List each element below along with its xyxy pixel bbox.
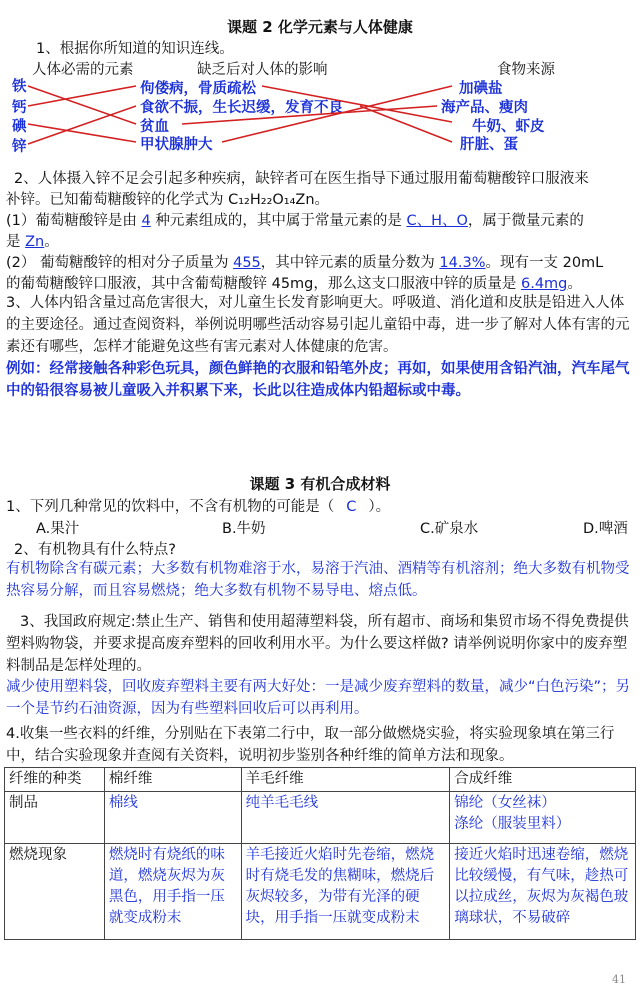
effect-appetite: 食欲不振，生长迟缓，发育不良 — [140, 100, 343, 116]
header-effect: 缺乏后对人体的影响 — [197, 62, 328, 78]
q2b-molecular-mass: 455 — [233, 255, 261, 271]
element-zn: 锌 — [12, 139, 27, 155]
q2a-major-elements: C、H、O — [406, 213, 468, 229]
s2-q1 — [6, 496, 390, 518]
q2-line2: 补锌。已知葡萄糖酸锌的化学式为 C₁₂H₂₂O₁₄Zn。 — [6, 192, 330, 208]
q3-answer: 例如：经常接触各种彩色玩具，颜色鲜艳的衣服和铅笔外皮；再如，如果使用含铅汽油，汽车尾气中的铅很容易被儿童吸入并积累下来，长此以往造成体内铅超标或中毒。 — [6, 361, 630, 399]
effect-anemia: 贫血 — [140, 119, 169, 135]
s2-q3: 3、我国政府规定:禁止生产、销售和使用超薄塑料袋，所有超市、商场和集贸市场不得免费提供塑料购物袋，并要求提高废弃塑料的回收利用水平。为什么要这样做? 请举例说明你家中的废弃塑料制品是怎样处理的。 — [6, 614, 629, 674]
element-fe: 铁 — [12, 79, 27, 95]
table-cell: 接近火焰时迅速卷缩，燃烧比较缓慢，有气味，趁热可以拉成丝，灰烬为灰褐色玻璃球状，不易破碎 — [450, 844, 636, 940]
q2b-post: 。现有一支 20mL — [485, 255, 604, 271]
q2a-pre: (1）葡萄糖酸锌是由 — [6, 213, 142, 229]
line-i-goiter — [28, 124, 136, 142]
header-food: 食物来源 — [497, 62, 555, 78]
table-row — [5, 844, 636, 940]
q2a-mid: 种元素组成的，其中属于常量元素的是 — [150, 213, 407, 229]
s2-q1-end: ）。 — [368, 499, 391, 515]
option-a: A.果汁 — [36, 521, 80, 537]
q2b-zinc-mass: 6.4mg — [521, 276, 568, 292]
table-cell: 锦纶（女丝袜） 涤纶（服装里料） — [450, 792, 636, 844]
option-c: C.矿泉水 — [420, 521, 479, 537]
section2-title: 课题 3 有机合成材料 — [249, 475, 391, 493]
q2b-pre: (2） 葡萄糖酸锌的相对分子质量为 — [6, 255, 234, 271]
line-appetite-liver — [360, 106, 452, 142]
q2a-line — [6, 210, 584, 232]
effect-goiter: 甲状腺肿大 — [140, 137, 213, 153]
q2b-mid: ，其中锌元素的质量分数为 — [260, 255, 440, 271]
fiber-table — [4, 767, 636, 940]
matching-lines — [0, 0, 640, 170]
header-element: 人体必需的元素 — [32, 62, 134, 78]
food-seafood: 海产品、瘦肉 — [441, 100, 528, 116]
element-i: 碘 — [12, 119, 27, 135]
s2-q3-answer: 减少使用塑料袋，回收废弃塑料主要有两大好处：一是减少废弃塑料的数量，减少“白色污染”；另一个是节约石油资源，因为有些塑料回收后可以再利用。 — [6, 679, 631, 717]
table-cell: 羊毛接近火焰时先卷缩，燃烧时有烧毛发的焦糊味，燃烧后灰烬较多，为带有光泽的硬块，用手指一压就变成粉末 — [241, 844, 450, 940]
line-fe-anemia — [28, 86, 136, 124]
page-number: 41 — [612, 973, 626, 986]
line-ca-rickets — [28, 86, 136, 106]
q2a-trace-element: Zn — [25, 234, 45, 250]
table-header: 棉纤维 — [104, 768, 241, 792]
table-row-label: 燃烧现象 — [5, 844, 105, 940]
option-b: B.牛奶 — [222, 521, 266, 537]
option-d: D.啤酒 — [583, 521, 628, 537]
s2-q4: 4.收集一些衣料的纤维，分别贴在下表第二行中，取一部分做燃烧实验，将实验现象填在第三行中，结合实验现象并查阅有关资料，说明初步鉴别各种纤维的简单方法和现象。 — [6, 726, 615, 764]
table-cell: 棉线 — [104, 792, 241, 844]
q2b-end: 。 — [567, 276, 582, 292]
q2b-line — [6, 252, 603, 274]
table-cell: 纯羊毛毛线 — [241, 792, 450, 844]
section1-title: 课题 2 化学元素与人体健康 — [227, 18, 413, 36]
table-header: 纤维的种类 — [5, 768, 105, 792]
table-header-row — [5, 768, 636, 792]
s2-q1-text: 1、下列几种常见的饮料中，不含有机物的可能是（ — [6, 499, 335, 515]
food-salt: 加碘盐 — [459, 81, 503, 97]
food-milk: 牛奶、虾皮 — [472, 119, 545, 135]
s2-q1-answer: C — [346, 499, 357, 515]
element-ca: 钙 — [12, 100, 27, 116]
q2a-pre2: 是 — [6, 234, 26, 250]
q3-prompt: 3、人体内铅含量过高危害很大，对儿童生长发育影响更大。呼吸道、消化道和皮肤是铅进入人体的主要途径。通过查阅资料，举例说明哪些活动容易引起儿童铅中毒，进一步了解对人体有害的元素还有哪些，怎样才能避免这些有害元素对人体健康的危害。 — [6, 295, 630, 355]
table-row-label: 制品 — [5, 792, 105, 844]
s2-q2-answer: 有机物除含有碳元素；大多数有机物难溶于水，易溶于汽油、酒精等有机溶剂；绝大多数有机物受热容易分解，而且容易燃烧；绝大多数有机物不易导电、熔点低。 — [6, 561, 630, 599]
line-zn-appetite — [28, 106, 136, 144]
q2a-line2 — [6, 231, 59, 253]
q2a-element-count: 4 — [141, 213, 151, 229]
food-liver: 肝脏、蛋 — [460, 137, 518, 153]
table-row — [5, 792, 636, 844]
q2a-post: ，属于微量元素的 — [467, 213, 584, 229]
q2b-l2: 的葡萄糖酸锌口服液，其中含葡萄糖酸锌 45mg，那么这支口服液中锌的质量是 — [6, 276, 521, 292]
table-header: 羊毛纤维 — [241, 768, 450, 792]
q2a-end: 。 — [44, 234, 59, 250]
q1-prompt: 1、根据你所知道的知识连线。 — [36, 41, 234, 57]
table-header: 合成纤维 — [450, 768, 636, 792]
s2-q2: 2、有机物具有什么特点? — [14, 542, 176, 558]
effect-rickets: 佝偻病，骨质疏松 — [140, 81, 256, 97]
line-goiter-salt — [222, 86, 452, 142]
table-cell: 燃烧时有烧纸的味道，燃烧灰烬为灰黑色，用手指一压就变成粉末 — [104, 844, 241, 940]
q2b-zinc-fraction: 14.3% — [439, 255, 486, 271]
q2-line1: 2、人体摄入锌不足会引起多种疾病，缺锌者可在医生指导下通过服用葡萄糖酸锌口服液来 — [14, 171, 589, 187]
